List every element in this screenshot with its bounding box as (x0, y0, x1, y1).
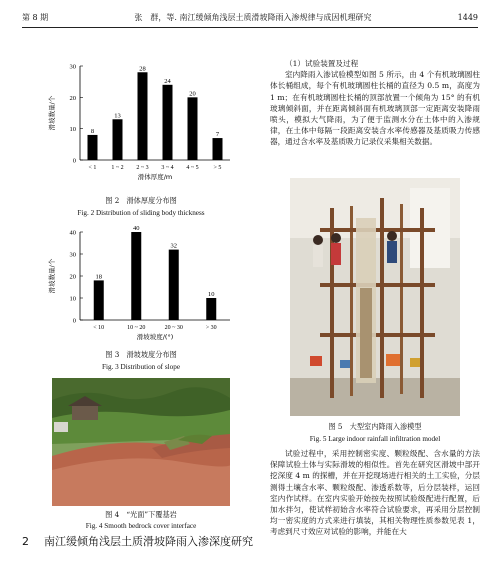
bar (131, 232, 141, 320)
lab-model-photo (290, 178, 460, 416)
x-tick-label: < 1 (88, 165, 97, 171)
issue-number: 第 8 期 (22, 12, 49, 22)
x-tick-label: > 5 (213, 165, 222, 171)
fig2-svg (40, 58, 240, 186)
bar-value-label: 13 (114, 112, 121, 120)
running-title: 张 群，等. 南江缓倾角浅层土质滑坡降雨入渗规律与成因机理研究 (134, 12, 372, 22)
y-tick-label: 40 (69, 229, 76, 237)
paragraph-2: 试验过程中，采用控制密实度、颗粒级配、含水量的方法保障试验土体与实际滑坡的相似性。首先在研究区滑坡中部开挖深度 4 m 的探槽，并在开挖现场进行相关的土工实验，分层测得土壤含水率、颗粒级配、渗透系数等，后分层装样，运回室内作试样。在室内实验开始按先按照试验级配进行配置，后加水拌匀，使试样初始含水率符合试验要求，再采用分层控制均一密实度的方式来进行填装，其相关物理性质参数见表 1，考虑到尺寸效应对试验的影响，并能在大 (270, 449, 480, 537)
fig3-caption-en: Fig. 3 Distribution of slope (101, 363, 181, 371)
fig2-caption-cn: 图 2 滑体厚度分布图 (105, 196, 177, 205)
fig3-caption-cn: 图 3 滑坡坡度分布图 (105, 350, 177, 359)
y-tick-label: 10 (69, 295, 76, 303)
x-tick-label: 20 ~ 30 (164, 325, 183, 331)
subsection-heading: （1）试验装置及过程 (285, 59, 359, 68)
paragraph-1: 室内降雨入渗试验模型如图 5 所示，由 4 个有机玻璃圆柱体长桶组成，每个有机玻璃圆柱长桶的直径为 0.5 m，高度为 1 m；在有机玻璃圆柱长桶的顶部放置一个倾角为 15° 的有机玻璃倾斜面，并在距离倾斜面有机玻璃顶部一定距离安装降雨喷头，模拟大气降雨，为了便于监测水分在土体中的入渗规律，在土体中每隔一段距离安装含水率传感器及基质吸力传感器，通过含水率及基质吸力记录仪采集相关数据。 (270, 70, 480, 147)
fig5-photo (290, 178, 460, 416)
section-heading: 南江缓倾角浅层土质滑坡降雨入渗深度研究 (44, 535, 253, 548)
fig4-photo (52, 378, 230, 506)
bar (163, 85, 173, 160)
bar-value-label: 20 (189, 90, 196, 98)
bar (206, 298, 216, 320)
bar-value-label: 28 (139, 65, 146, 73)
bar (113, 119, 123, 160)
fig2-caption-en: Fig. 2 Distribution of sliding body thickness (77, 209, 205, 217)
bar-value-label: 7 (215, 131, 220, 139)
y-tick-label: 20 (69, 94, 76, 102)
bar (169, 250, 179, 320)
x-tick-label: < 10 (93, 325, 105, 331)
y-tick-label: 20 (69, 273, 76, 281)
y-axis-label: 滑坡数量/个 (48, 95, 56, 131)
bar (88, 135, 98, 160)
x-tick-label: > 30 (205, 325, 217, 331)
fig5-caption-en: Fig. 5 Large indoor rainfall infiltration model (309, 435, 441, 443)
bar (188, 97, 198, 160)
y-tick-label: 0 (72, 157, 76, 165)
right-column-top (270, 58, 480, 148)
section-number: 2 (22, 535, 29, 548)
fig3-svg (40, 224, 240, 346)
fig5-caption-cn: 图 5 大型室内降雨入渗模型 (328, 422, 422, 431)
fig2-chart (40, 58, 240, 186)
y-tick-label: 10 (69, 126, 76, 134)
fig4-caption-cn: 图 4 “光面”下覆基岩 (105, 510, 177, 519)
y-tick-label: 30 (69, 63, 76, 71)
bedrock-photo (52, 378, 230, 506)
section-title (22, 535, 260, 549)
fig3-chart (40, 224, 240, 346)
bar-value-label: 10 (208, 291, 215, 298)
y-tick-label: 0 (72, 317, 76, 325)
x-tick-label: 2 ~ 3 (136, 165, 149, 171)
y-tick-label: 30 (69, 251, 76, 259)
running-header (22, 10, 478, 28)
x-tick-label: 3 ~ 4 (161, 165, 174, 171)
bar-value-label: 8 (90, 127, 95, 135)
bar-value-label: 32 (170, 242, 177, 250)
right-column-bottom (270, 448, 480, 538)
x-tick-label: 1 ~ 2 (111, 165, 124, 171)
y-axis-label: 滑坡数量/个 (48, 258, 56, 294)
x-axis-label: 滑坡坡度/(°) (136, 333, 174, 341)
page-number: 1449 (457, 12, 478, 22)
bar (138, 72, 148, 160)
x-axis-label: 滑体厚度/m (137, 173, 173, 181)
bar-value-label: 24 (164, 77, 171, 85)
x-tick-label: 10 ~ 20 (127, 325, 146, 331)
fig4-caption-en: Fig. 4 Smooth bedrock cover interface (85, 522, 197, 530)
bar (94, 280, 104, 320)
bar-value-label: 40 (133, 225, 140, 232)
bar-value-label: 18 (95, 273, 102, 281)
bar (213, 138, 223, 160)
x-tick-label: 4 ~ 5 (186, 165, 199, 171)
